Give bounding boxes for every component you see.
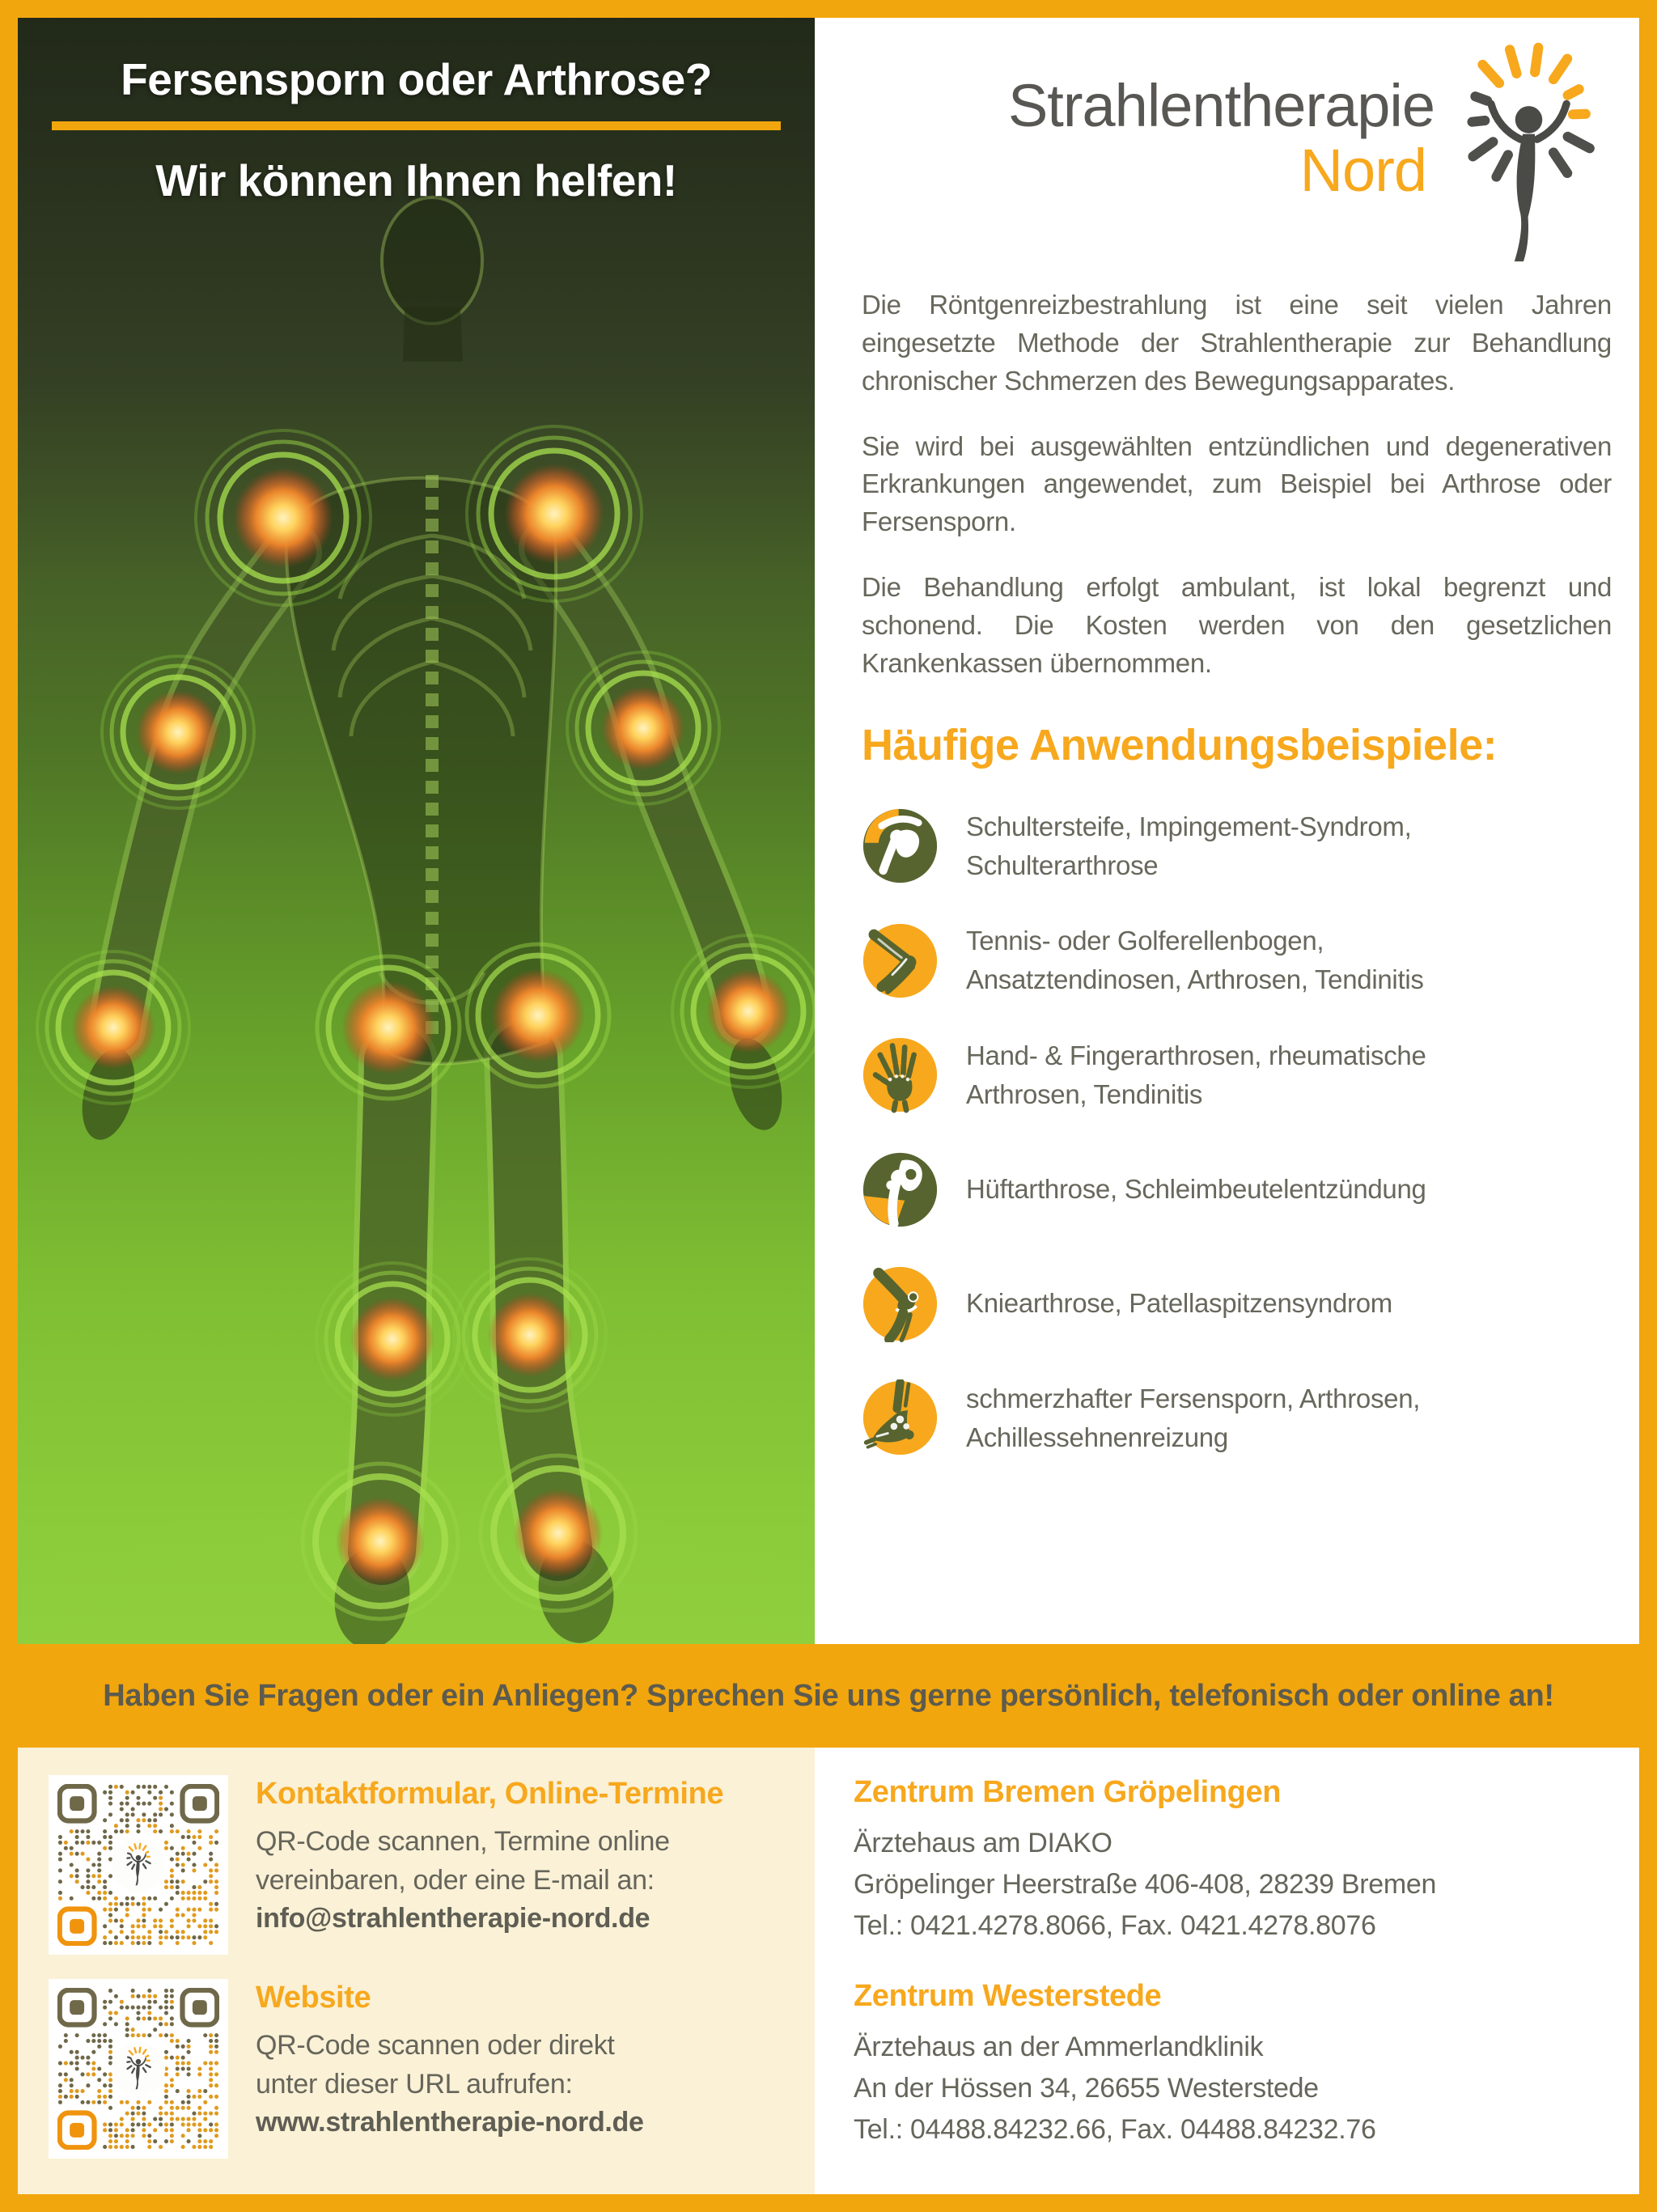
hip-icon	[862, 1151, 939, 1228]
contact-url: www.strahlentherapie-nord.de	[256, 2107, 644, 2138]
contact-line: unter dieser URL aufrufen:	[256, 2068, 573, 2100]
list-item-text: Hüftarthrose, Schleimbeutelentzündung	[966, 1174, 1426, 1205]
contact-block-website	[49, 1979, 815, 2159]
contact-panel	[18, 1748, 815, 2194]
intro-paragraph-2: Sie wird bei ausgewählten entzündlichen und degenerativen Erkrankungen angewendet, zum Beispiel bei Arthrose oder Fersensporn.	[862, 430, 1612, 537]
location-line: Tel.: 04488.84232.66, Fax. 04488.84232.76	[854, 2114, 1376, 2145]
location-westerstede	[854, 1979, 1639, 2151]
hero-headline-1: Fersensporn oder Arthrose?	[121, 54, 712, 104]
shoulder-icon	[862, 807, 939, 884]
contact-heading: Website	[256, 1981, 371, 2015]
contact-heading: Kontaktformular, Online-Termine	[256, 1777, 724, 1811]
list-item-shoulder	[862, 807, 1612, 885]
brand-logo-text	[1007, 39, 1435, 204]
location-heading: Zentrum Westerstede	[854, 1979, 1162, 2013]
qr-code-contact	[57, 1784, 219, 1946]
brand-region: Nord	[1299, 136, 1426, 204]
list-item-text: Tennis- oder Golferellenbogen, Ansatztendinosen, Arthrosen, Tendinitis	[966, 926, 1424, 995]
hero-headline-2: Wir können Ihnen helfen!	[155, 155, 677, 206]
examples-heading: Häufige Anwendungsbeispiele:	[862, 720, 1498, 769]
list-item-elbow	[862, 922, 1612, 999]
contact-block-appointments	[49, 1775, 815, 1955]
qr-card	[49, 1775, 228, 1955]
contact-text	[256, 1979, 644, 2142]
location-line: Tel.: 0421.4278.8066, Fax. 0421.4278.8076	[854, 1910, 1376, 1941]
contact-email: info@strahlentherapie-nord.de	[256, 1903, 651, 1934]
brand-name: Strahlentherapie	[1007, 72, 1435, 139]
hand-icon	[862, 1036, 939, 1113]
headline-underline	[52, 121, 781, 130]
location-line: An der Hössen 34, 26655 Westerstede	[854, 2073, 1319, 2104]
locations-panel	[815, 1748, 1639, 2194]
qr-code-website	[57, 1988, 219, 2150]
elbow-icon	[862, 922, 939, 999]
location-bremen	[854, 1775, 1639, 1947]
brand-figure-icon	[1446, 39, 1612, 265]
footer-section	[18, 1748, 1639, 2194]
contact-line: QR-Code scannen oder direkt	[256, 2030, 615, 2061]
location-line: Ärztehaus an der Ammerlandklinik	[854, 2032, 1264, 2062]
intro-text	[862, 286, 1612, 683]
contact-line: QR-Code scannen, Termine online	[256, 1826, 670, 1857]
contact-text	[256, 1775, 723, 1939]
examples-list	[862, 807, 1612, 1457]
brand-logo	[862, 39, 1612, 265]
cta-banner	[18, 1644, 1639, 1748]
list-item-hand	[862, 1036, 1612, 1114]
cta-banner-text: Haben Sie Fragen oder ein Anliegen? Sprechen Sie uns gerne persönlich, telefonisch oder online an!	[103, 1678, 1554, 1713]
location-line: Ärztehaus am DIAKO	[854, 1828, 1112, 1858]
intro-paragraph-3: Die Behandlung erfolgt ambulant, ist lokal begrenzt und schonend. Die Kosten werden von den gesetzlichen Krankenkassen übernommen.	[862, 572, 1612, 678]
list-item-text: Schultersteife, Impingement-Syndrom, Schulterarthrose	[966, 811, 1412, 880]
flyer-inner	[18, 18, 1639, 2194]
hero-panel	[18, 18, 815, 1644]
qr-card	[49, 1979, 228, 2159]
foot-icon	[862, 1379, 939, 1456]
location-line: Gröpelinger Heerstraße 406-408, 28239 Bremen	[854, 1869, 1437, 1900]
list-item-text: schmerzhafter Fersensporn, Arthrosen, Achillessehnenreizung	[966, 1383, 1421, 1452]
contact-line: vereinbaren, oder eine E-mail an:	[256, 1864, 655, 1896]
xray-body-illustration	[18, 18, 815, 1644]
list-item-foot	[862, 1379, 1612, 1457]
intro-paragraph-1: Die Röntgenreizbestrahlung ist eine seit vielen Jahren eingesetzte Methode der Strahlentherapie zur Behandlung chronischer Schmerzen des Bewegungsapparates.	[862, 290, 1612, 396]
list-item-hip	[862, 1151, 1612, 1228]
content-column	[815, 18, 1639, 1644]
list-item-text: Kniearthrose, Patellaspitzensyndrom	[966, 1288, 1392, 1319]
hero-headlines	[18, 53, 815, 206]
list-item-knee	[862, 1265, 1612, 1342]
list-item-text: Hand- & Fingerarthrosen, rheumatische Arthrosen, Tendinitis	[966, 1040, 1426, 1109]
location-heading: Zentrum Bremen Gröpelingen	[854, 1775, 1282, 1809]
knee-icon	[862, 1265, 939, 1342]
